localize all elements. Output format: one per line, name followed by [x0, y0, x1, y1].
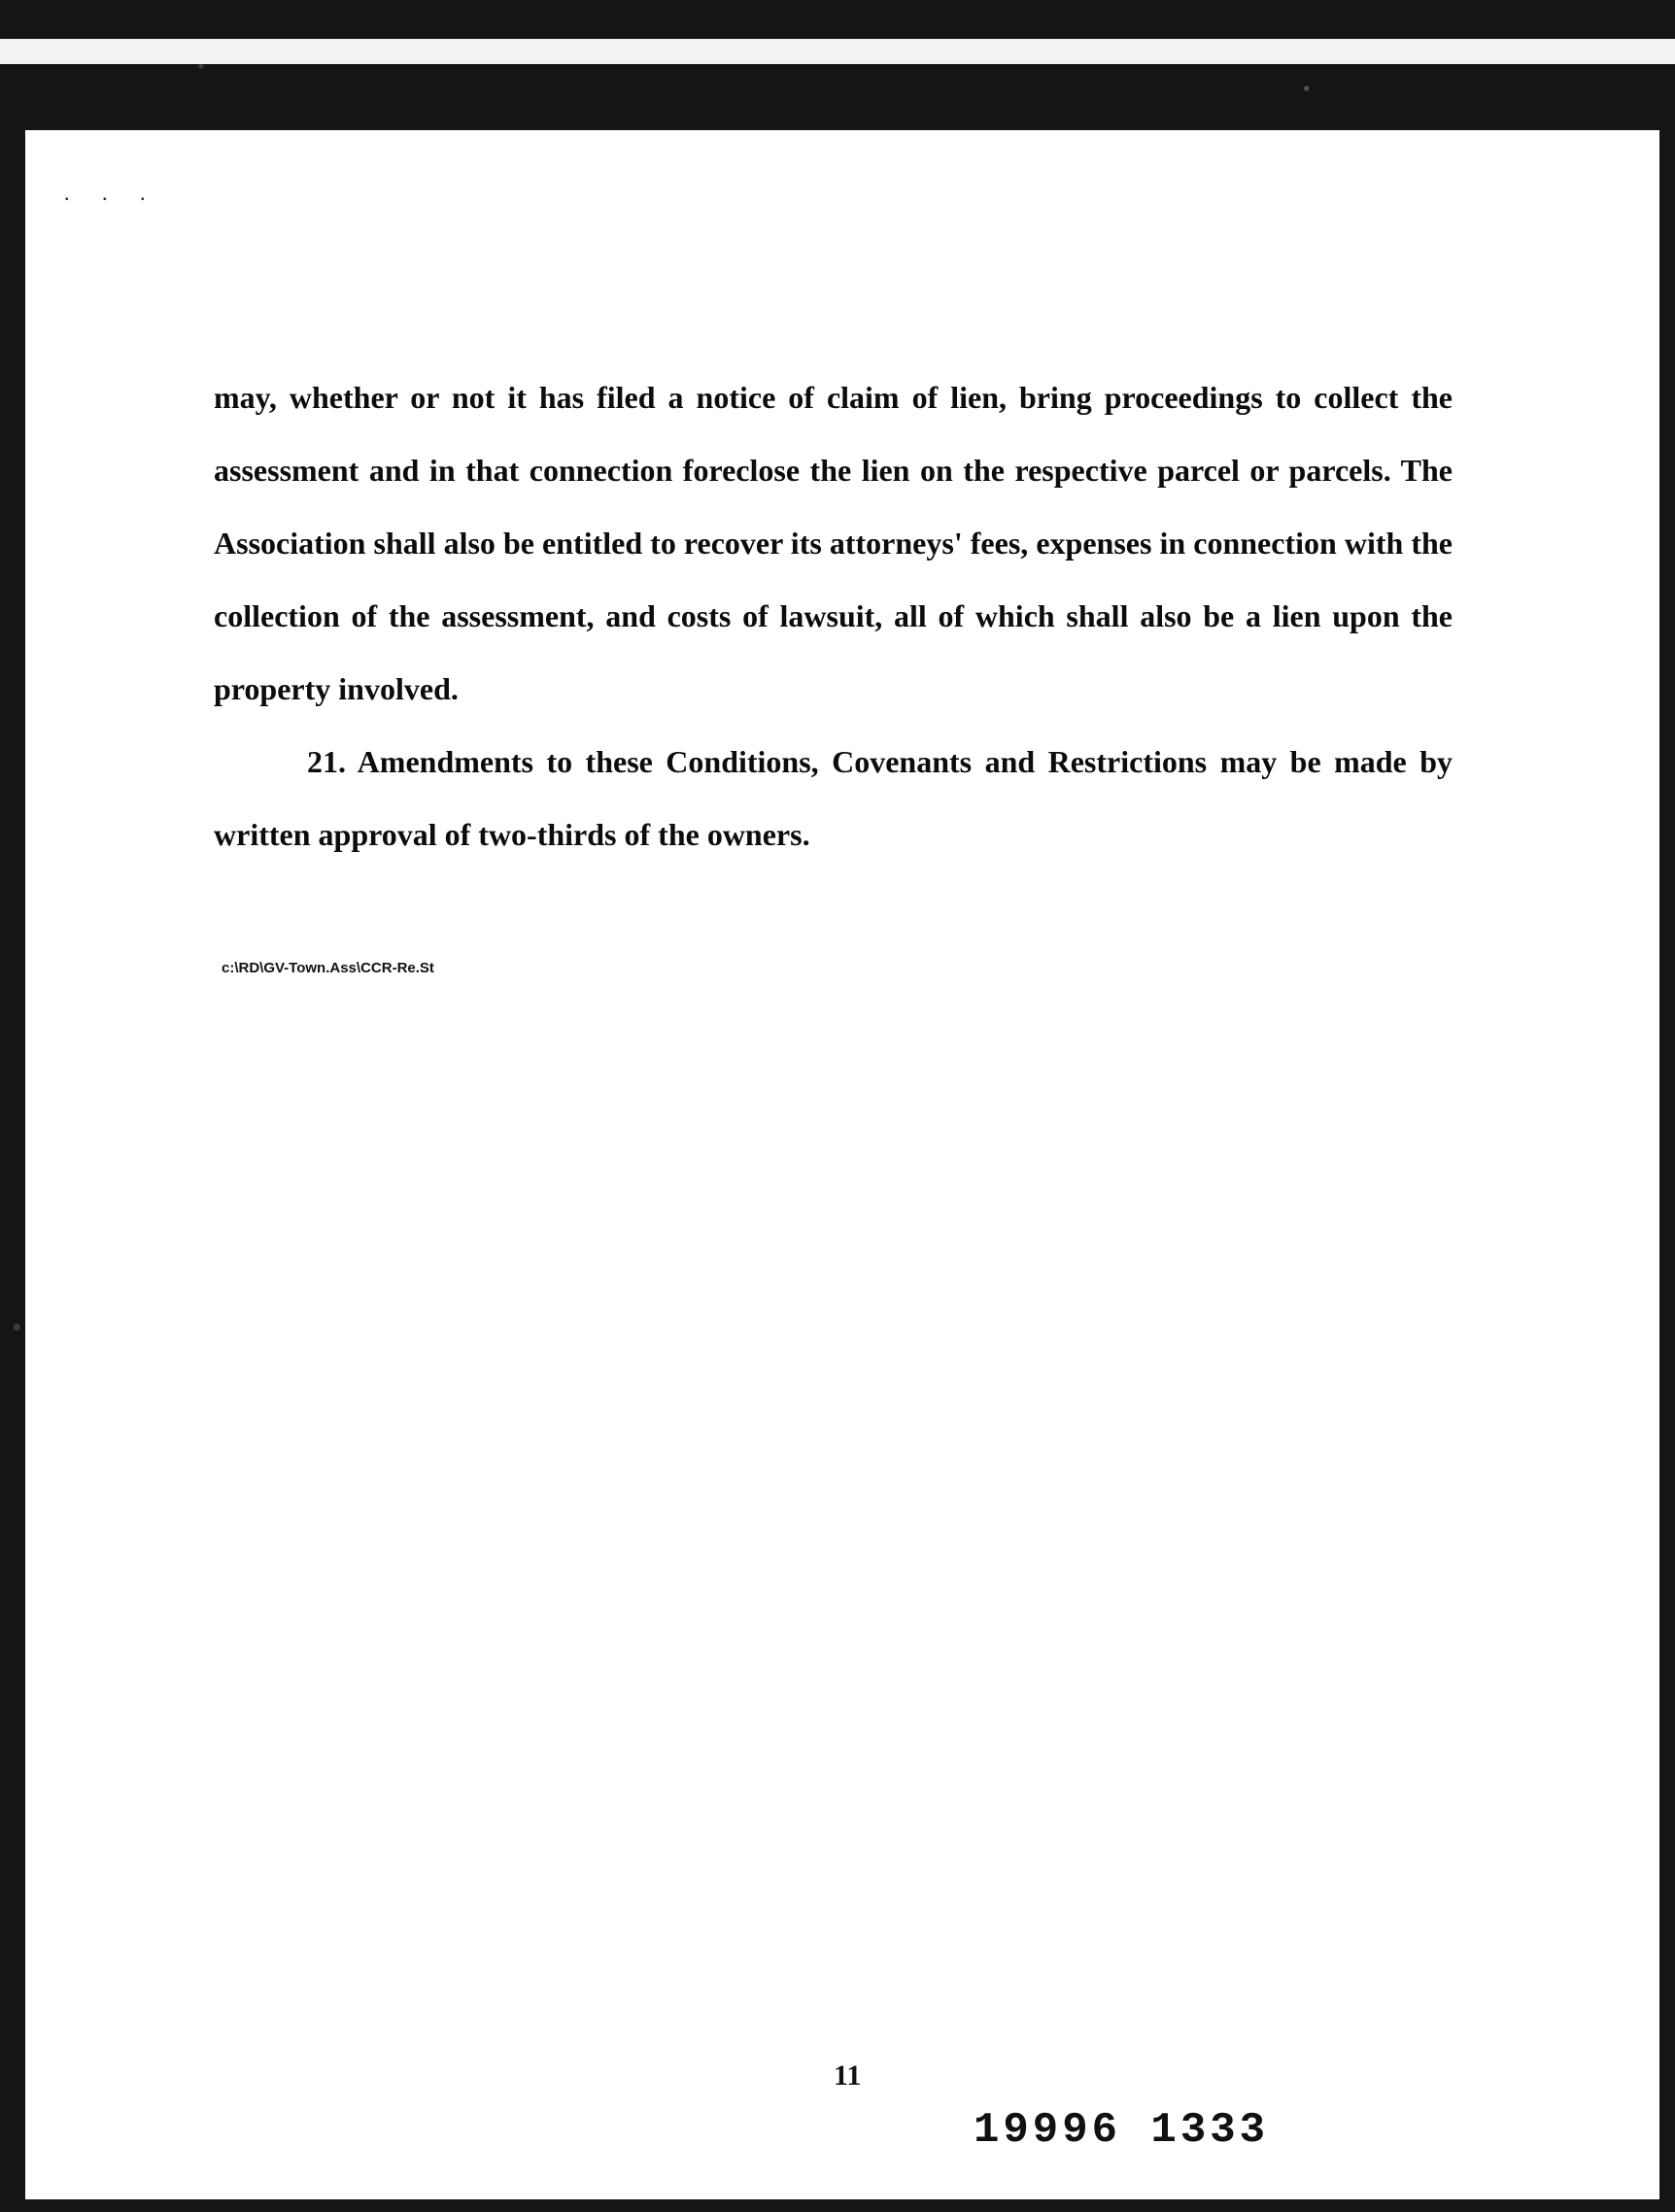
document-body: [214, 361, 1453, 871]
paragraph-amendments: 21. Amendments to these Conditions, Covenants and Restrictions may be made by written approval of two-thirds of the owners.: [214, 744, 1453, 852]
page-number: 11: [834, 2059, 862, 2092]
paragraph-lien-proceedings: may, whether or not it has filed a notice of claim of lien, bring proceedings to collect the assessment and in that connection foreclose the lien on the respective parcel or parcels. The Association shall also be entitled to recover its attorneys' fees, expenses in connection with the collection of the assessment, and costs of lawsuit, all of which shall also be a lien upon the property involved.: [214, 380, 1453, 706]
file-path-footer: c:\RD\GV-Town.Ass\CCR-Re.St: [222, 960, 434, 976]
document-stamp-number: 19996 1333: [974, 2106, 1270, 2155]
scan-top-strip: [0, 39, 1675, 64]
corner-marks: . . .: [64, 181, 159, 205]
